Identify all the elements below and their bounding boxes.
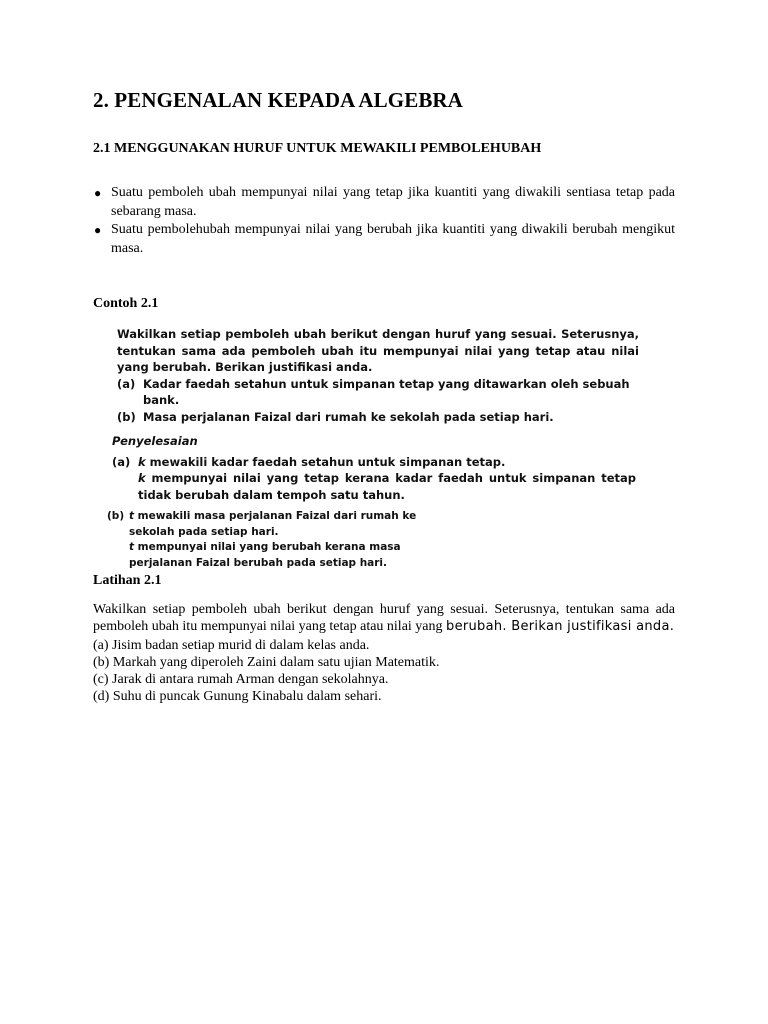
list-item: (b) Markah yang diperoleh Zaini dalam satu ujian Matematik.: [93, 655, 440, 670]
page-title: 2. PENGENALAN KEPADA ALGEBRA: [93, 88, 463, 112]
list-item: (a) Jisim badan setiap murid di dalam kelas anda.: [93, 638, 370, 653]
solution-answer: (a) k mewakili kadar faedah setahun untuk simpanan tetap. k mempunyai nilai yang tetap kerana kadar faedah untuk simpanan tetap tidak berubah dalam tempoh satu tahun.: [112, 454, 636, 502]
example-question: Wakilkan setiap pemboleh ubah berikut dengan huruf yang sesuai. Seterusnya, tentukan sama ada pemboleh ubah itu mempunyai nilai yang tetap atau nilai yang berubah. Berikan justifikasi anda.: [117, 327, 639, 374]
list-item: (c) Jarak di antara rumah Arman dengan sekolahnya.: [93, 672, 389, 687]
solution-title: Penyelesaian: [112, 434, 198, 448]
example-scan: [107, 326, 647, 571]
example-item: (a) Kadar faedah setahun untuk simpanan tetap yang ditawarkan oleh sebuah bank.: [117, 376, 630, 407]
example-title: Contoh 2.1: [93, 296, 159, 311]
bullet-icon: ●: [94, 186, 102, 200]
solution-answer: (b) t mewakili masa perjalanan Faizal dari rumah ke sekolah pada setiap hari. t mempunyai nilai yang berubah kerana masa perjalanan Faizal berubah pada setiap hari.: [107, 510, 417, 569]
bullet-list: [93, 184, 675, 258]
list-item: ● Suatu pemboleh ubah mempunyai nilai yang tetap jika kuantiti yang diwakili sentiasa tetap pada sebarang masa.: [94, 185, 675, 219]
exercise-title: Latihan 2.1: [93, 573, 162, 588]
list-item: ● Suatu pembolehubah mempunyai nilai yang berubah jika kuantiti yang diwakili berubah mengikut masa.: [94, 222, 675, 256]
example-item: (b) Masa perjalanan Faizal dari rumah ke sekolah pada setiap hari.: [117, 409, 554, 424]
exercise-body: [93, 601, 675, 705]
bullet-icon: ●: [94, 223, 102, 237]
exercise-intro: Wakilkan setiap pemboleh ubah berikut dengan huruf yang sesuai. Seterusnya, tentukan sama ada pemboleh ubah itu mempunyai nilai yang tetap atau nilai yang berubah. Berikan justifikasi anda.: [93, 602, 675, 634]
section-title: 2.1 MENGGUNAKAN HURUF UNTUK MEWAKILI PEMBOLEHUBAH: [93, 141, 542, 156]
list-item: (d) Suhu di puncak Gunung Kinabalu dalam sehari.: [93, 689, 382, 704]
